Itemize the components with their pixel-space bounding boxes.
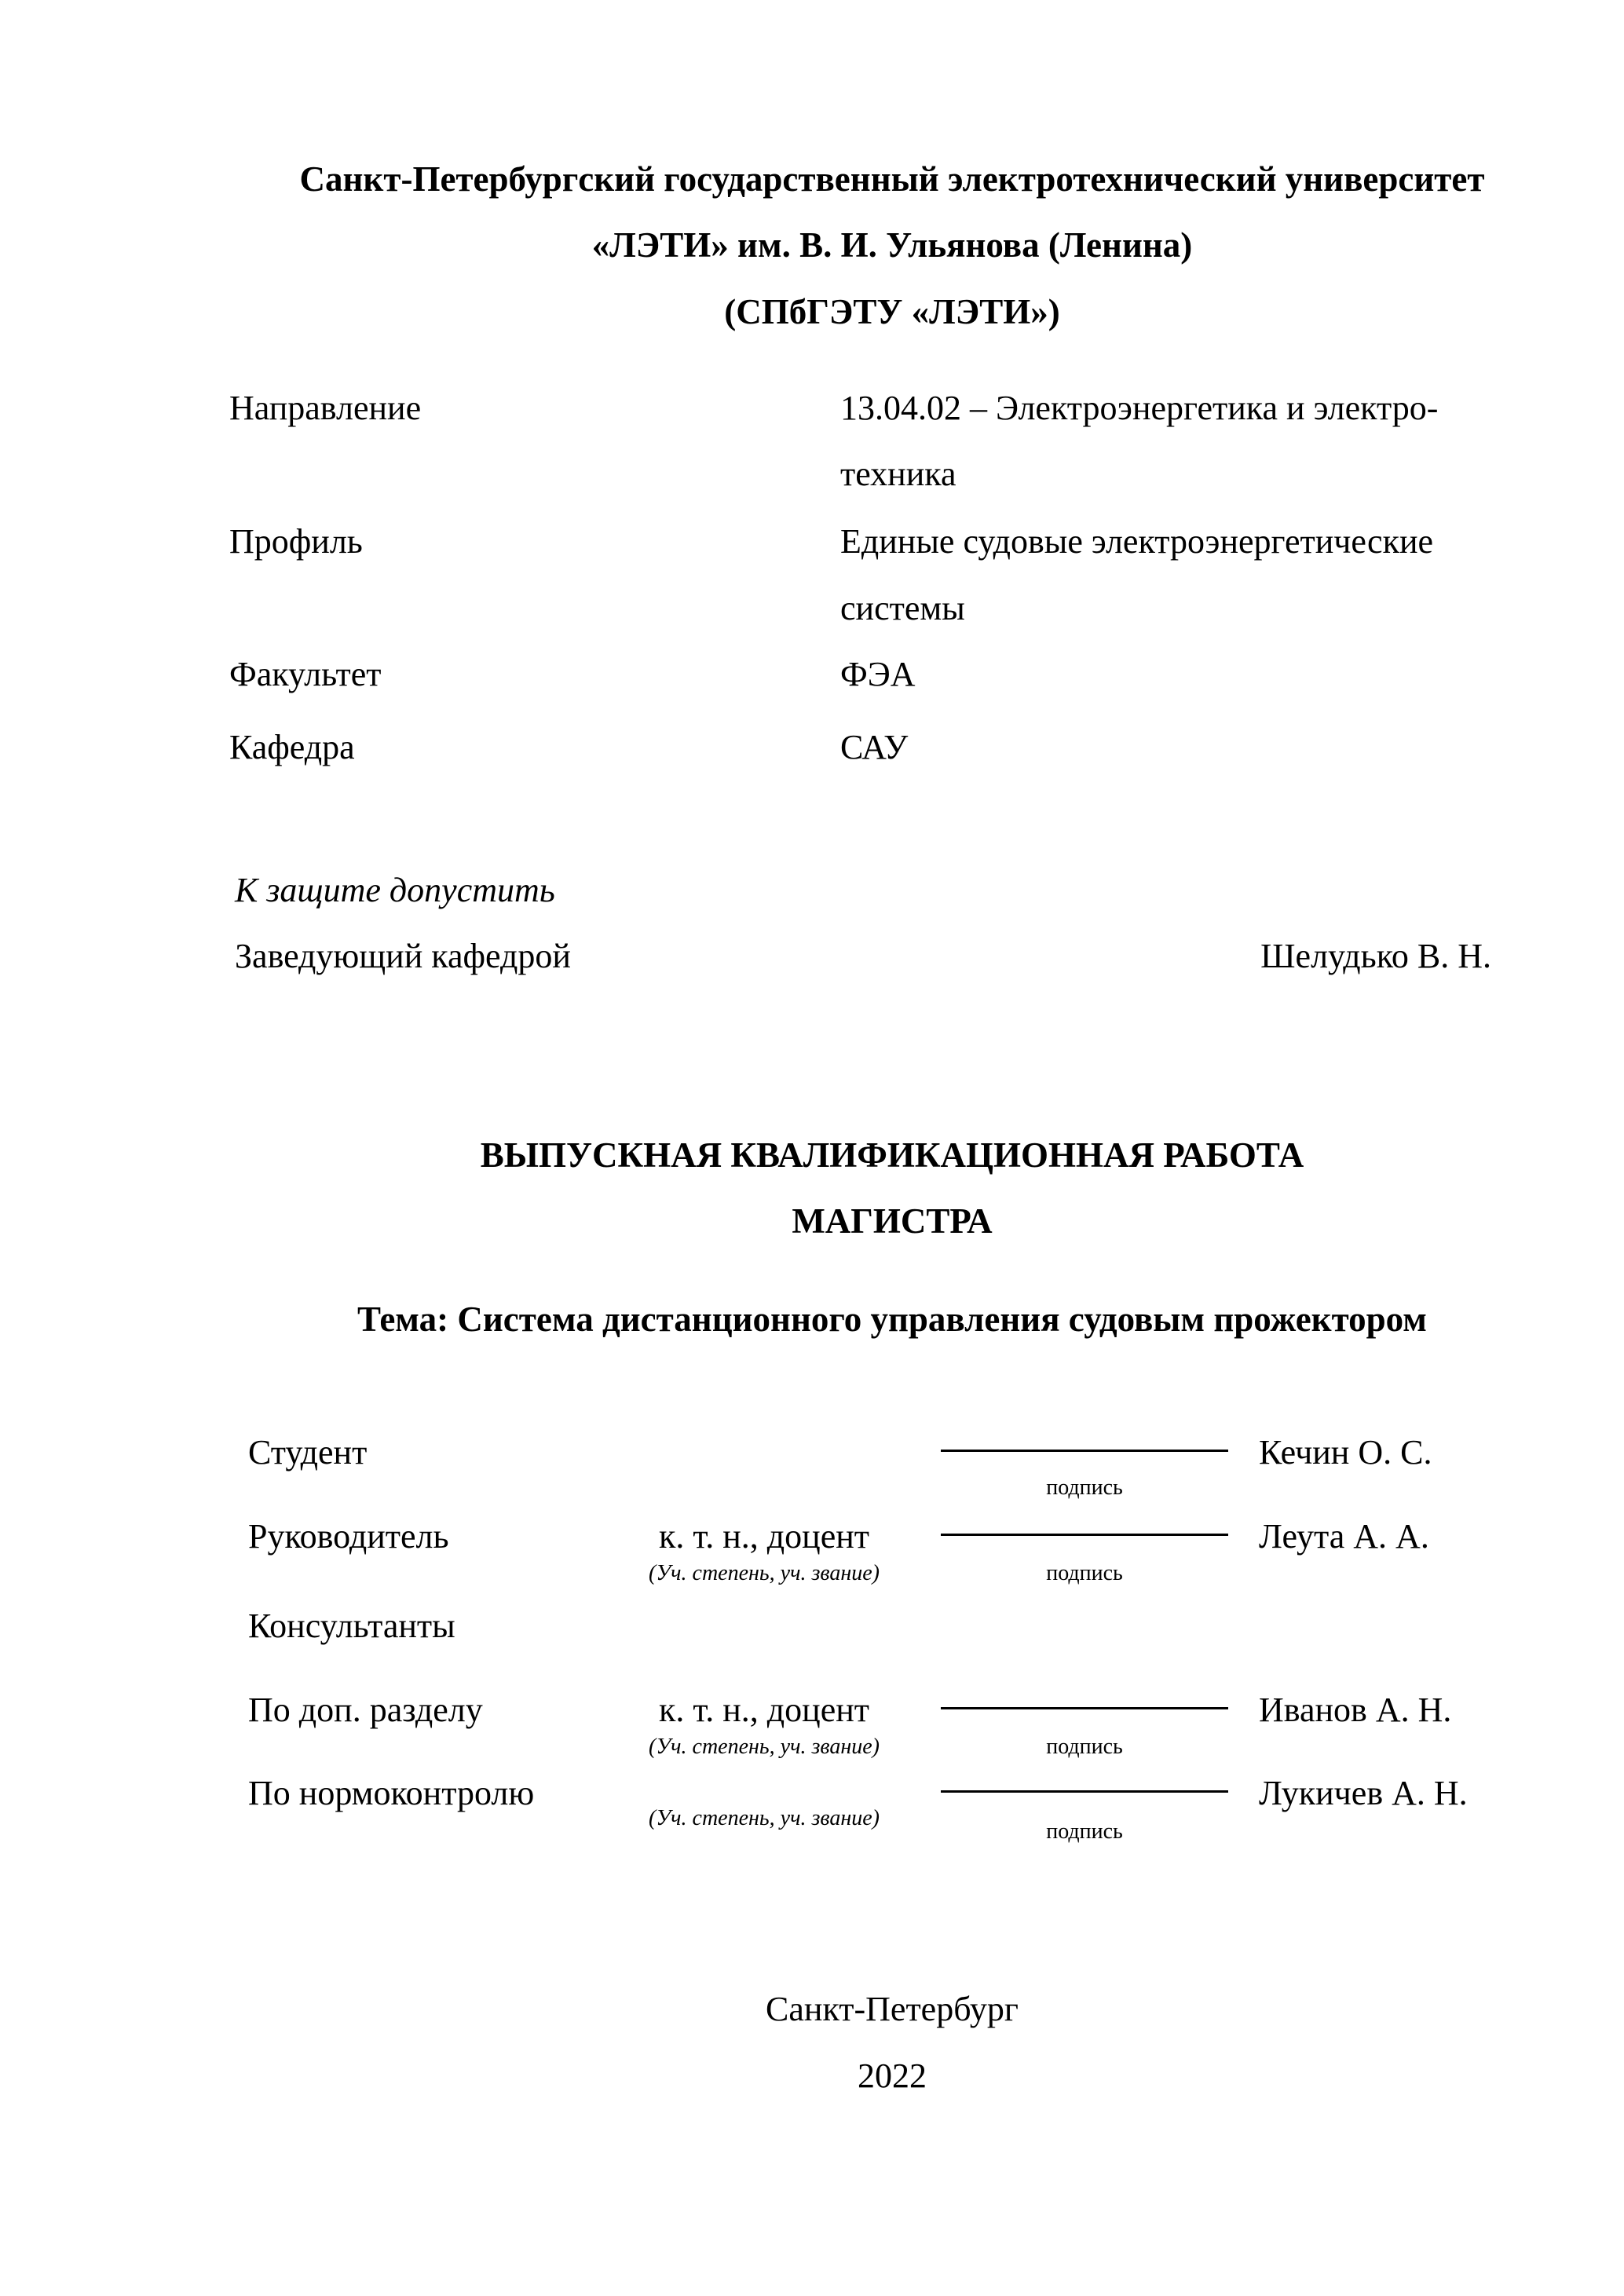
consultant-section-name: Иванов А. Н. <box>1259 1691 1452 1729</box>
normcontrol-role: По нормоконтролю <box>248 1774 535 1812</box>
department-value: САУ <box>840 728 909 766</box>
supervisor-role: Руководитель <box>248 1517 449 1556</box>
approval-role: Заведующий кафедрой <box>235 937 571 975</box>
consultant-section-degree: к. т. н., доцент <box>658 1691 870 1729</box>
degree-hint: (Уч. степень, уч. звание) <box>649 1561 880 1585</box>
profile-value-cont: системы <box>840 589 965 627</box>
signature-hint: подпись <box>1046 1561 1123 1585</box>
faculty-value: ФЭА <box>840 655 916 693</box>
supervisor-degree: к. т. н., доцент <box>658 1517 870 1556</box>
consultants-label: Консультанты <box>248 1607 455 1645</box>
signature-line <box>941 1450 1228 1452</box>
student-name: Кечин О. С. <box>1259 1433 1432 1472</box>
profile-label: Профиль <box>229 522 363 561</box>
supervisor-name: Леута А. А. <box>1259 1517 1429 1556</box>
year: 2022 <box>858 2057 927 2095</box>
signature-hint: подпись <box>1046 1819 1123 1844</box>
university-name: Санкт-Петербургский государственный электротехнический университет <box>299 159 1485 199</box>
signature-hint: подпись <box>1046 1475 1123 1500</box>
degree-hint: (Уч. степень, уч. звание) <box>649 1806 880 1830</box>
student-role: Студент <box>248 1433 368 1472</box>
approval-name: Шелудько В. Н. <box>1260 937 1491 975</box>
faculty-label: Факультет <box>229 655 382 693</box>
approval-caption: К защите допустить <box>235 871 555 909</box>
direction-value-cont: техника <box>840 455 956 493</box>
consultant-section-role: По доп. разделу <box>248 1691 483 1729</box>
department-label: Кафедра <box>229 728 355 766</box>
work-title-cont: МАГИСТРА <box>792 1201 993 1241</box>
work-title: ВЫПУСКНАЯ КВАЛИФИКАЦИОННАЯ РАБОТА <box>480 1135 1304 1175</box>
signature-line <box>941 1707 1228 1709</box>
direction-label: Направление <box>229 389 422 427</box>
degree-hint: (Уч. степень, уч. звание) <box>649 1735 880 1759</box>
profile-value: Единые судовые электроэнергетические <box>840 522 1434 561</box>
city: Санкт-Петербург <box>766 1990 1019 2028</box>
signature-line <box>941 1790 1228 1793</box>
university-abbr: (СПбГЭТУ «ЛЭТИ») <box>724 292 1060 331</box>
work-topic: Тема: Система дистанционного управления судовым прожектором <box>357 1300 1427 1339</box>
signature-line <box>941 1534 1228 1536</box>
university-abbr-full: «ЛЭТИ» им. В. И. Ульянова (Ленина) <box>591 225 1193 265</box>
signature-hint: подпись <box>1046 1735 1123 1759</box>
normcontrol-name: Лукичев А. Н. <box>1259 1774 1468 1812</box>
direction-value: 13.04.02 – Электроэнергетика и электро- <box>840 389 1439 427</box>
